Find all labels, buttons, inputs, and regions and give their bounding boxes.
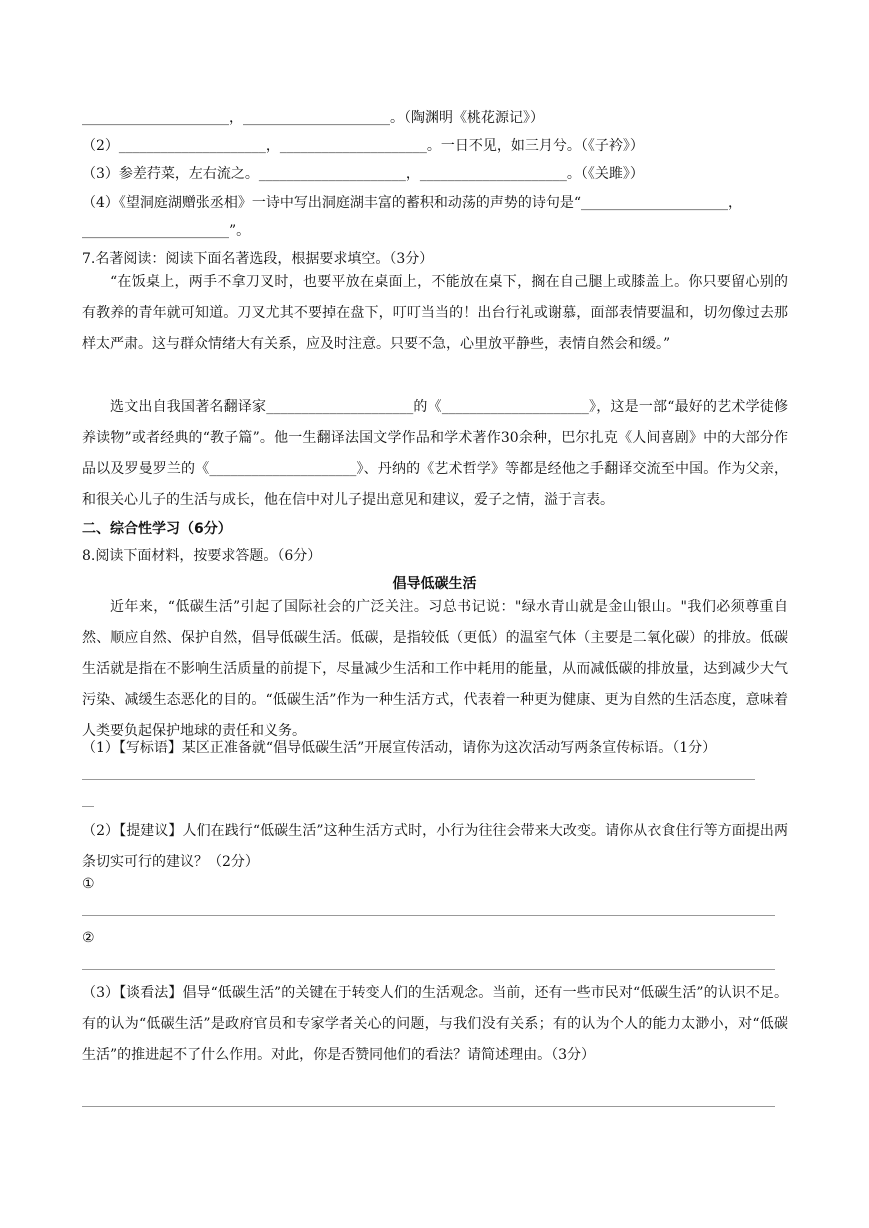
answer-line-end: [82, 806, 94, 807]
q8-sub-1: （1）【写标语】某区正准备就“倡导低碳生活”开展宣传活动，请你为这次活动写两条宣传标语。（1分）: [82, 740, 717, 756]
article-title: 倡导低碳生活: [392, 576, 477, 592]
answer-line: [82, 969, 775, 970]
answer-line: [82, 1106, 775, 1107]
q6-line-2: （2）_____________________，_____________________。一日不见，如三月兮。（《子衿》）: [82, 138, 644, 154]
q7-quote: “在饭桌上，两手不拿刀叉时，也要平放在桌面上，不能放在桌下，搁在自己腿上或膝盖上。你只要留心别的有教养的青年就可知道。刀叉尤其不要掉在盘下，叮叮当当的！出台行礼或谢慕，面部表情要温和，切勿像过去那样太严肃。这与群众情绪大有关系，应及时注意。只要不急，心里放平静些，表情自然会和缓。”: [82, 274, 788, 352]
q6-line-3: （3）参差荇菜，左右流之。_____________________，_____________________。（《关雎》）: [82, 166, 644, 182]
section-2-heading: 二、综合性学习（6分）: [82, 521, 232, 537]
q6-line-1: _____________________，_____________________。（陶渊明《桃花源记》）: [82, 110, 544, 126]
q8-sub-2: （2）【提建议】人们在践行“低碳生活”这种生活方式时，小行为往往会带来大改变。请你从衣食住行等方面提出两条切实可行的建议？（2分）: [82, 823, 788, 870]
q7-title: 7.名著阅读：阅读下面名著选段，根据要求填空。（3分）: [82, 251, 434, 267]
answer-line: [82, 779, 755, 780]
answer-line: [82, 915, 775, 916]
q6-line-4a: （4）《望洞庭湖赠张丞相》一诗中写出洞庭湖丰富的蓄积和动荡的声势的诗句是“_____________________，: [82, 195, 743, 211]
q8-title: 8.阅读下面材料，按要求答题。（6分）: [82, 548, 322, 564]
q7-passage: 选文出自我国著名翻译家_____________________的《_____________________》，这是一部“最好的艺术学徒修养读物”或者经典的“教子篇”。他一生翻译法国文学作品和学术著作30余种，巴尔扎克《人间喜剧》中的大部分作品以及罗曼罗兰的《_____________________》、丹纳的《艺术哲学》等都是经他之手翻译交流至中国。作为父亲，和很关心儿子的生活与成长，他在信中对儿子提出意见和建议，爱子之情，溢于言表。: [82, 399, 788, 508]
article-body: 近年来，“低碳生活”引起了国际社会的广泛关注。习总书记说："绿水青山就是金山银山。"我们必须尊重自然、顺应自然、保护自然，倡导低碳生活。低碳，是指较低（更低）的温室气体（主要是二氧化碳）的排放。低碳生活就是指在不影响生活质量的前提下，尽量减少生活和工作中耗用的能量，从而减低碳的排放量，达到减少大气污染、减缓生态恶化的目的。“低碳生活”作为一种生活方式，代表着一种更为健康、更为自然的生活态度，意味着人类要负起保护地球的责任和义务。: [82, 599, 788, 739]
q8-sub-3: （3）【谈看法】倡导“低碳生活”的关键在于转变人们的生活观念。当前，还有一些市民对“低碳生活”的认识不足。有的认为“低碳生活”是政府官员和专家学者关心的问题，与我们没有关系；有的认为个人的能力太渺小，对“低碳生活”的推进起不了什么作用。对此，你是否赞同他们的看法？请简述理由。（3分）: [82, 985, 788, 1063]
answer-marker-2: ②: [82, 930, 95, 946]
answer-marker-1: ①: [82, 876, 95, 892]
q6-line-4b: _____________________”。: [82, 223, 251, 239]
